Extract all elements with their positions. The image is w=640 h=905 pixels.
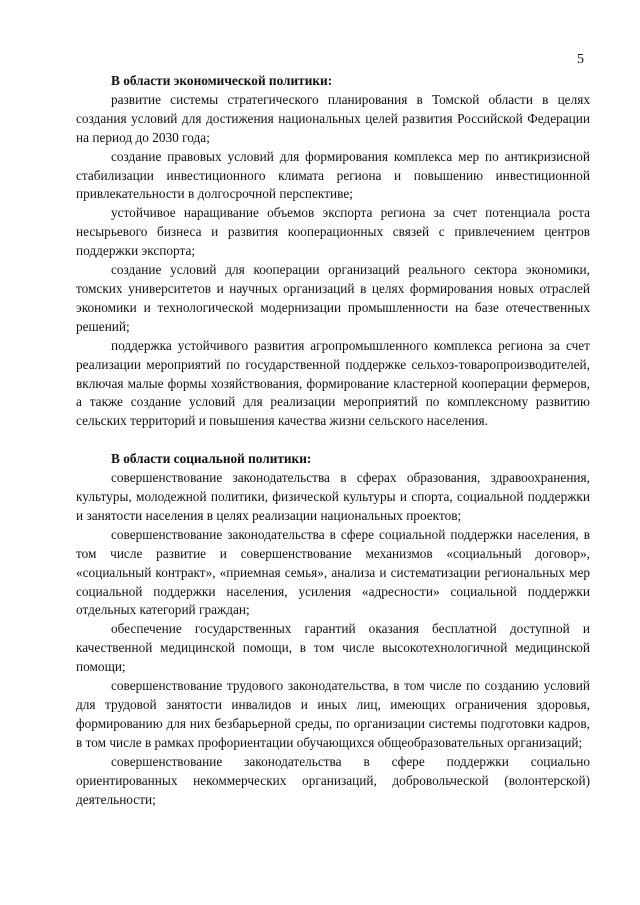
- paragraph: поддержка устойчивого развития агропромышленного комплекса региона за счет реализации мероприятий по государственной поддержке сельхоз-товаропроизводителей, включая малые формы хозяйствования, формирование кластерной кооперации фермеров, а также создание условий для реализации мероприятий по комплексному развитию сельских территорий и повышения качества жизни сельского населения.: [76, 337, 590, 429]
- paragraph: совершенствование законодательства в сфере социальной поддержки населения, в том числе развитие и совершенствование механизмов «социальный договор», «социальный контракт», «приемная семья», анализа и систематизации региональных мер социальной поддержки населения, усиления «адресности» социальной поддержки отдельных категорий граждан;: [76, 526, 590, 618]
- social-policy-section: [76, 450, 590, 809]
- paragraph: совершенствование законодательства в сфере поддержки социально ориентированных некоммерческих организаций, добровольческой (волонтерской) деятельности;: [76, 753, 590, 807]
- paragraph: создание правовых условий для формирования комплекса мер по антикризисной стабилизации инвестиционного климата региона и повышению инвестиционной привлекательности в долгосрочной перспективе;: [76, 148, 590, 202]
- paragraph: устойчивое наращивание объемов экспорта региона за счет потенциала роста несырьевого бизнеса и развития кооперационных связей с привлечением центров поддержки экспорта;: [76, 205, 590, 259]
- paragraph: совершенствование законодательства в сферах образования, здравоохранения, культуры, молодежной политики, физической культуры и спорта, социальной поддержки и занятости населения в целях реализации национальных проектов;: [76, 470, 590, 523]
- section-heading: В области экономической политики:: [111, 73, 333, 88]
- economic-policy-section: [76, 72, 590, 431]
- section-heading: В области социальной политики:: [111, 451, 312, 467]
- document-body: [76, 72, 590, 809]
- paragraph: совершенствование трудового законодательства, в том числе по созданию условий для трудовой занятости инвалидов и иных лиц, имеющих ограничения здоровья, формированию для них безбарьерной среды, по организации системы подготовки кадров, в том числе в рамках профориентации обучающихся общеобразовательных организаций;: [76, 678, 590, 750]
- paragraph: создание условий для кооперации организаций реального сектора экономики, томских университетов и научных организаций в целях формирования новых отраслей экономики и технологической модернизации промышленности на базе отечественных решений;: [76, 262, 590, 334]
- page-number: 5: [577, 52, 584, 67]
- paragraph: развитие системы стратегического планирования в Томской области в целях создания условий для достижения национальных целей развития Российской Федерации на период до 2030 года;: [76, 91, 590, 145]
- section-spacer: [76, 431, 590, 450]
- paragraph: обеспечение государственных гарантий оказания бесплатной доступной и качественной медицинской помощи, в том числе высокотехнологичной медицинской помощи;: [76, 621, 590, 675]
